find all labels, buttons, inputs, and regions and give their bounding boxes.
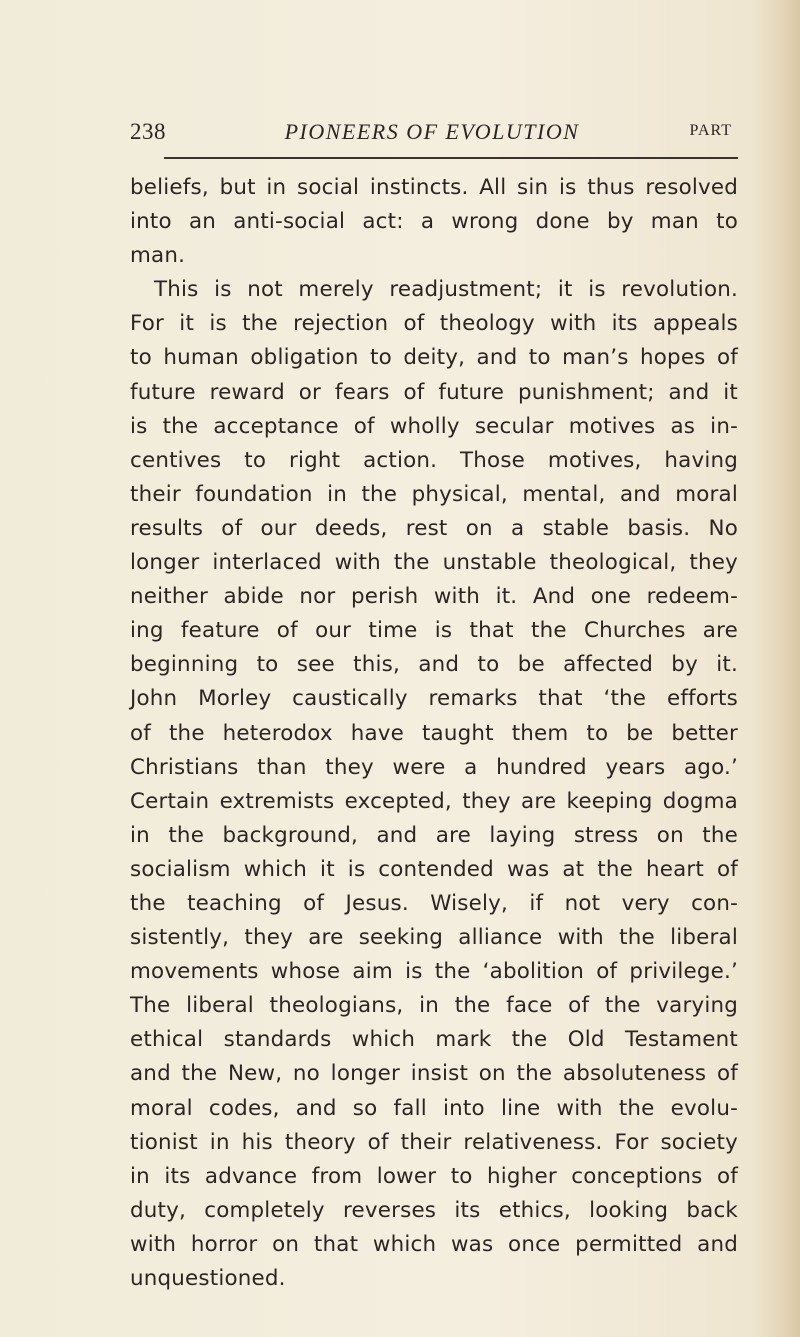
text-line: beliefs, but in social instincts. All sin is thus resolved xyxy=(130,175,738,200)
text-line: into an anti-social act: a wrong done by man to xyxy=(130,209,738,235)
text-line: in the background, and are laying stress on the xyxy=(130,822,738,848)
text-line: moral codes, and so fall into line with the evolu- xyxy=(130,1095,738,1121)
header-rule xyxy=(164,157,738,159)
text-line: The liberal theologians, in the face of the varying xyxy=(130,993,738,1019)
text-line: of the heterodox have taught them to be better xyxy=(130,720,738,746)
body-text xyxy=(130,171,738,1296)
text-line: their foundation in the physical, mental, and moral xyxy=(130,481,738,507)
text-line: man. xyxy=(130,243,186,269)
text-line: Certain extremists excepted, they are keeping dogma xyxy=(130,788,738,814)
text-line: is the acceptance of wholly secular motives as in- xyxy=(130,413,738,439)
text-line: to human obligation to deity, and to man’s hopes of xyxy=(130,345,738,371)
text-line: neither abide nor perish with it. And one redeem- xyxy=(130,584,738,610)
text-line: results of our deeds, rest on a stable basis. No xyxy=(130,515,738,541)
text-line: Christians than they were a hundred years ago.’ xyxy=(130,754,738,780)
text-line: ethical standards which mark the Old Testament xyxy=(130,1027,738,1053)
text-line: For it is the rejection of theology with its appeals xyxy=(130,311,738,337)
text-line: longer interlaced with the unstable theological, they xyxy=(130,550,738,576)
page-header xyxy=(130,119,734,149)
text-line: the teaching of Jesus. Wisely, if not very con- xyxy=(130,890,738,916)
section-label: PART xyxy=(689,122,732,139)
text-line: unquestioned. xyxy=(130,1266,286,1291)
text-line: John Morley caustically remarks that ‘the efforts xyxy=(130,686,738,712)
text-line: movements whose aim is the ‘abolition of privilege.’ xyxy=(130,959,738,985)
text-line: duty, completely reverses its ethics, looking back xyxy=(130,1197,738,1223)
text-line: beginning to see this, and to be affected by it. xyxy=(130,652,738,678)
text-line: with horror on that which was once permitted and xyxy=(130,1231,738,1257)
text-line: in its advance from lower to higher conceptions of xyxy=(130,1163,738,1189)
text-line: and the New, no longer insist on the absoluteness of xyxy=(130,1061,738,1087)
text-line: future reward or fears of future punishment; and it xyxy=(130,379,738,405)
page-number: 238 xyxy=(130,119,166,144)
text-line: sistently, they are seeking alliance with the liberal xyxy=(130,925,738,951)
text-line: socialism which it is contended was at the heart of xyxy=(130,856,738,882)
text-line: This is not merely readjustment; it is revolution. xyxy=(154,277,738,303)
text-line: tionist in his theory of their relativeness. For society xyxy=(130,1129,738,1155)
text-line: ing feature of our time is that the Churches are xyxy=(130,618,738,644)
running-title: PIONEERS OF EVOLUTION xyxy=(284,119,580,144)
text-line: centives to right action. Those motives, having xyxy=(130,447,738,473)
